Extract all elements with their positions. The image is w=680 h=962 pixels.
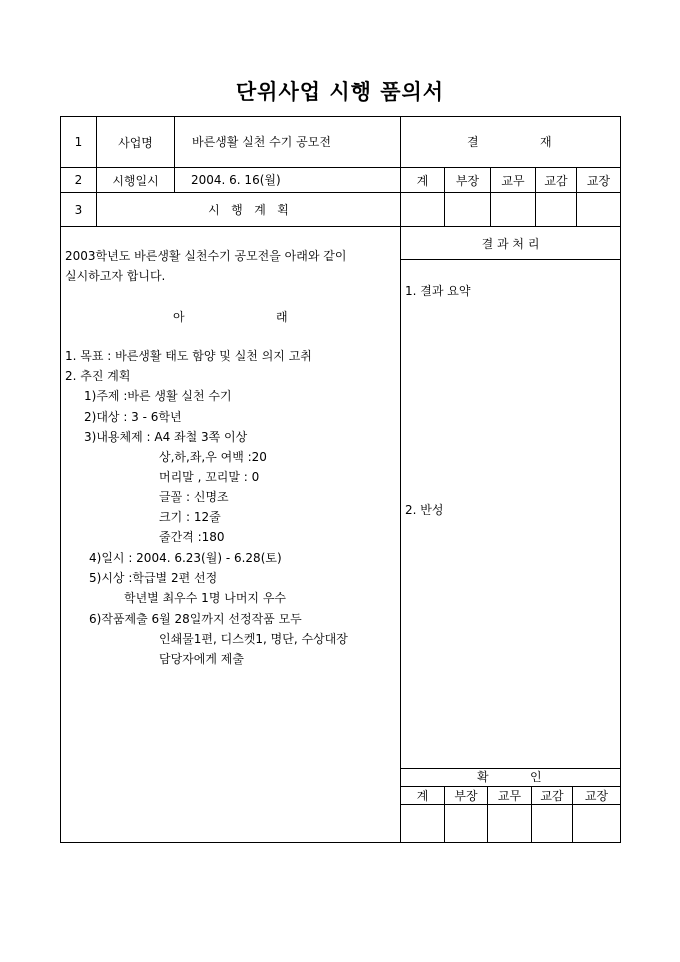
result-heading: 결 과 처 리 — [481, 236, 540, 251]
confirm-title-right: 인 — [530, 770, 542, 784]
confirm-role-academic: 교무 — [497, 789, 522, 803]
approval-role-academic: 교무 — [501, 173, 525, 188]
plan-awards-detail: 학년별 최우수 1명 나머지 우수 — [124, 591, 286, 605]
plan-format: 3)내용체제 : A4 좌철 3쪽 이상 — [84, 430, 248, 444]
confirm-role-staff: 계 — [416, 789, 429, 803]
plan-submission: 6)작품제출 6월 28일까지 선정작품 모두 — [89, 612, 302, 626]
project-name-label: 사업명 — [118, 135, 153, 150]
plan-format-line-spacing: 줄간격 :180 — [159, 530, 225, 544]
execution-date-label: 시행일시 — [112, 173, 159, 188]
plan-topic: 1)주제 :바른 생활 실천 수기 — [84, 389, 232, 403]
confirm-role-principal: 교장 — [584, 789, 609, 803]
approval-title-left: 결 — [467, 135, 479, 149]
plan-format-header-footer: 머리말 , 꼬리말 : 0 — [159, 470, 260, 484]
plan-format-margins: 상,하,좌,우 여백 :20 — [159, 450, 267, 464]
approval-role-head: 부장 — [455, 173, 480, 188]
plan-format-size: 크기 : 12줄 — [159, 510, 221, 524]
below-label-left: 아 — [173, 310, 185, 324]
plan-submission-to: 담당자에게 제출 — [159, 652, 244, 666]
confirm-role-vice-principal: 교감 — [540, 789, 564, 803]
plan-submission-items: 인쇄물1편, 디스켓1, 명단, 수상대장 — [159, 632, 348, 646]
row2-number: 2 — [74, 173, 83, 187]
plan-format-font: 글꼴 : 신명조 — [159, 490, 229, 504]
approval-role-principal: 교장 — [586, 173, 611, 188]
plan-heading: 시 행 계 획 — [208, 203, 289, 217]
project-name-value: 바른생활 실천 수기 공모전 — [192, 135, 331, 149]
approval-role-vice-principal: 교감 — [544, 173, 568, 188]
document-title: 단위사업 시행 품의서 — [235, 79, 445, 104]
result-reflection-label: 2. 반성 — [405, 503, 444, 517]
result-summary-label: 1. 결과 요약 — [405, 284, 471, 298]
plan-awards: 5)시상 :학급별 2편 선정 — [89, 571, 218, 585]
confirm-role-head: 부장 — [454, 789, 478, 803]
approval-role-staff: 계 — [416, 173, 429, 188]
row1-number: 1 — [74, 135, 83, 149]
row3-number: 3 — [74, 202, 83, 217]
execution-date-value: 2004. 6. 16(월) — [191, 173, 281, 187]
plan-period: 4)일시 : 2004. 6.23(월) - 6.28(토) — [89, 551, 282, 565]
confirm-title-left: 확 — [477, 770, 489, 784]
plan-intro-line2: 실시하고자 합니다. — [65, 269, 166, 283]
plan-intro-line1: 2003학년도 바른생활 실천수기 공모전을 아래와 같이 — [65, 249, 347, 263]
plan-target: 2)대상 : 3 - 6학년 — [84, 410, 182, 424]
approval-title-right: 재 — [540, 135, 552, 149]
plan-schedule-heading: 2. 추진 계획 — [65, 369, 131, 383]
plan-goal: 1. 목표 : 바른생활 태도 함양 및 실천 의지 고취 — [65, 349, 312, 363]
below-label-right: 래 — [276, 310, 288, 324]
